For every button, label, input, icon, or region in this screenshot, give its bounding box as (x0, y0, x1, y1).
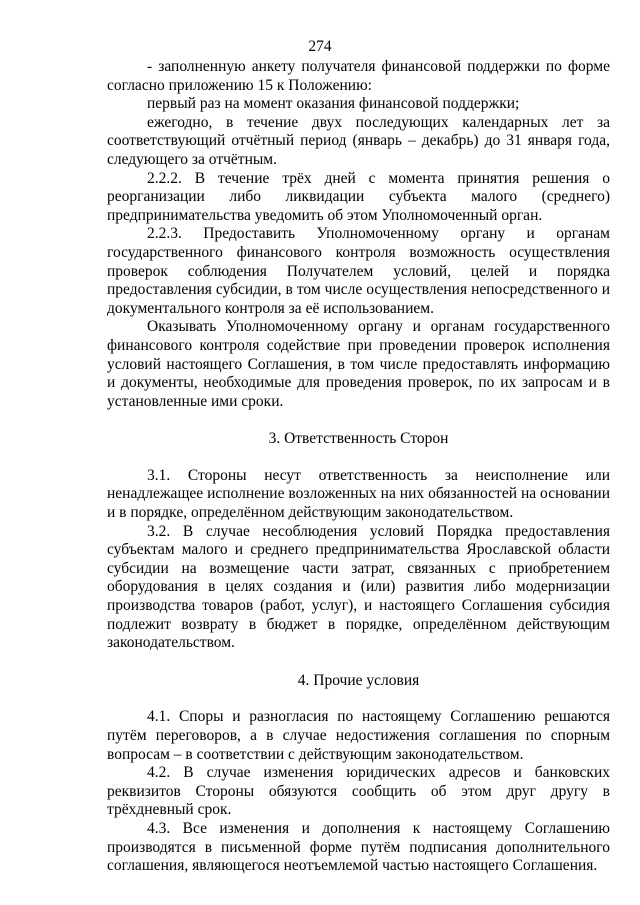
paragraph-questionnaire: - заполненную анкету получателя финансовой поддержки по форме согласно приложению 15 к Положению: (107, 58, 610, 94)
paragraph-annually: ежегодно, в течение двух последующих календарных лет за соответствующий отчётный период (январь – декабрь) до 31 января года, следующего за отчётным. (107, 113, 610, 168)
paragraph-3-1: 3.1. Стороны несут ответственность за неисполнение или ненадлежащее исполнение возложенных на них обязанностей на основании и в порядке, определённом действующим законодательством. (107, 466, 610, 522)
page-number: 274 (308, 38, 332, 55)
paragraph-4-3: 4.3. Все изменения и дополнения к настоящему Соглашению производятся в письменной форме путём подписания дополнительного соглашения, являющегося неотъемлемой частью настоящего Соглашения. (107, 819, 610, 875)
paragraph-4-2: 4.2. В случае изменения юридических адресов и банковских реквизитов Стороны обязуются сообщить об этом друг другу в трёхдневный срок. (107, 764, 610, 819)
document-body (107, 58, 610, 876)
section-4-heading: 4. Прочие условия (297, 671, 420, 689)
paragraph-first-time: первый раз на момент оказания финансовой поддержки; (147, 95, 520, 113)
paragraph-3-2: 3.2. В случае несоблюдения условий Порядка предоставления субъектам малого и среднего предпринимательства Ярославской области субсидии на возмещение части затрат, связанных с приобретением оборудования в целях создания и (или) развития либо модернизации производства товаров (работ, услуг), и настоящего Соглашения субсидия подлежит возврату в бюджет в порядке, определённом действующим законодательством. (107, 522, 610, 652)
section-3-heading: 3. Ответственность Сторон (268, 430, 449, 448)
paragraph-2-2-2: 2.2.2. В течение трёх дней с момента принятия решения о реорганизации либо ликвидации субъекта малого (среднего) предпринимательства уведомить об этом Уполномоченный орган. (107, 169, 610, 224)
paragraph-assistance: Оказывать Уполномоченному органу и органам государственного финансового контроля содействие при проведении проверок исполнения условий настоящего Соглашения, в том числе предоставлять информацию и документы, необходимые для проведения проверок, по их запросам и в установленные ими сроки. (107, 318, 610, 410)
paragraph-2-2-3: 2.2.3. Предоставить Уполномоченному органу и органам государственного финансового контроля возможность осуществления проверок соблюдения Получателем условий, целей и порядка предоставления субсидии, в том числе осуществления непосредственного и документального контроля за её использованием. (107, 225, 610, 317)
paragraph-4-1: 4.1. Споры и разногласия по настоящему Соглашению решаются путём переговоров, а в случае недостижения соглашения по спорным вопросам – в соответствии с действующим законодательством. (107, 708, 610, 763)
